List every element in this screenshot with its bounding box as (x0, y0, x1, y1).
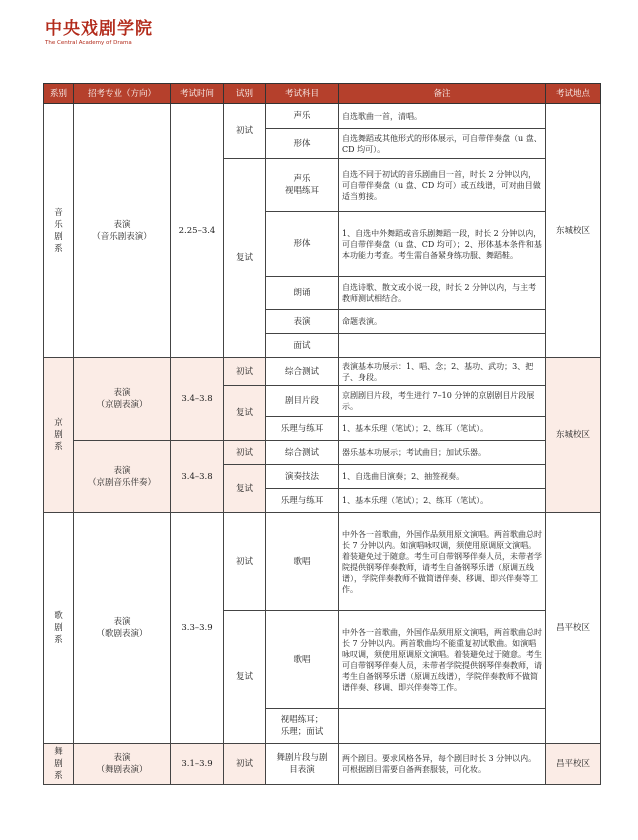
header-dept: 系别 (44, 84, 74, 104)
dept-cell-dance (44, 744, 74, 785)
round-second: 复试 (224, 465, 266, 513)
note-cell: 自选诗歌、散文或小说一段，时长 2 分钟以内，与主考教师测试相结合。 (339, 277, 546, 310)
header-round: 试别 (224, 84, 266, 104)
exam-schedule-table (43, 83, 601, 785)
note-cell: 自选歌曲一首，清唱。 (339, 104, 546, 129)
subject-cell (266, 159, 339, 212)
note-cell (339, 709, 546, 744)
dept-cell-music (44, 104, 74, 358)
note-cell: 表演基本功展示：1、唱、念；2、基功、武功；3、把子、身段。 (339, 358, 546, 386)
header-location: 考试地点 (546, 84, 601, 104)
location-cell-dance: 昌平校区 (546, 744, 601, 785)
round-first: 初试 (224, 441, 266, 465)
note-cell: 1、基本乐理（笔试）；2、练耳（笔试）。 (339, 489, 546, 513)
round-first: 初试 (224, 744, 266, 785)
subject-line: 乐理；面试 (280, 727, 324, 737)
note-cell: 中外各一首歌曲，外国作品须用原文演唱。两首歌曲总时长 7 分钟以内。如演唱咏叹调，须使用原调原文演唱。着装避免过于随意。考生可自带钢琴伴奏人员，未带者学院提供钢琴伴奏教师，请考生自备钢琴乐谱（原调五线谱），学院伴奏教师不做简谱伴奏、移调、即兴伴奏等工作。 (339, 513, 546, 611)
major-direction: （舞剧表演） (96, 765, 148, 775)
subject-line: 目表演 (289, 765, 315, 775)
subject-cell (266, 709, 339, 744)
major-name: 表演 (113, 617, 131, 627)
round-first: 初试 (224, 358, 266, 386)
major-direction: （京剧表演） (96, 400, 148, 410)
major-direction: （歌剧表演） (96, 629, 148, 639)
subject-line: 视唱练耳 (284, 186, 319, 196)
time-cell-music: 2.25–3.4 (171, 104, 224, 358)
academy-logo (45, 20, 153, 46)
major-direction: （京剧音乐伴奏） (87, 477, 156, 488)
location-cell-opera: 昌平校区 (546, 513, 601, 744)
subject-cell: 歌唱 (266, 611, 339, 709)
major-cell-peking-a (74, 358, 171, 441)
table-row (44, 513, 601, 611)
time-cell-peking-a: 3.4–3.8 (171, 358, 224, 441)
round-second: 复试 (224, 159, 266, 358)
note-cell: 京剧剧目片段，考生进行 7–10 分钟的京剧剧目片段展示。 (339, 386, 546, 417)
table-header-row (44, 84, 601, 104)
time-cell-dance: 3.1–3.9 (171, 744, 224, 785)
note-cell: 命题表演。 (339, 310, 546, 334)
subject-cell: 歌唱 (266, 513, 339, 611)
subject-cell: 形体 (266, 212, 339, 277)
major-cell-opera (74, 513, 171, 744)
dept-name: 歌剧系 (54, 611, 63, 645)
dept-name: 音乐剧系 (54, 207, 63, 254)
subject-line: 舞剧片段与剧 (276, 753, 328, 763)
location-cell-music: 东城校区 (546, 104, 601, 358)
table-row (44, 104, 601, 129)
table-row (44, 744, 601, 785)
subject-cell: 面试 (266, 334, 339, 358)
subject-cell: 乐理与练耳 (266, 489, 339, 513)
note-cell: 两个剧目。要求风格各异，每个剧目时长 3 分钟以内。可根据剧目需要自备两套服装，可化妆。 (339, 744, 546, 785)
logo-english-name: The Central Academy of Drama (45, 40, 132, 46)
subject-cell: 朗诵 (266, 277, 339, 310)
major-name: 表演 (113, 219, 131, 230)
round-second: 复试 (224, 386, 266, 441)
table-row (44, 441, 601, 465)
subject-line: 声乐 (293, 174, 311, 184)
note-cell: 1、自选中外舞蹈或音乐剧舞蹈一段，时长 2 分钟以内，可自带伴奏盘（u 盘、CD 均可）；2、形体基本条件和基本功能力考查。考生需自备紧身练功服、舞蹈鞋。 (339, 212, 546, 277)
major-cell-music (74, 104, 171, 358)
subject-cell: 演奏技法 (266, 465, 339, 489)
subject-line: 视唱练耳； (280, 715, 324, 725)
note-cell: 器乐基本功展示；考试曲目；加试乐器。 (339, 441, 546, 465)
major-name: 表演 (113, 388, 131, 398)
dept-name: 舞剧系 (54, 747, 63, 781)
major-cell-peking-b (74, 441, 171, 513)
round-first: 初试 (224, 104, 266, 159)
header-note: 备注 (339, 84, 546, 104)
note-cell (339, 334, 546, 358)
note-cell: 自选舞蹈或其他形式的形体展示，可自带伴奏盘（u 盘、CD 均可）。 (339, 129, 546, 159)
time-cell-opera: 3.3–3.9 (171, 513, 224, 744)
table-row (44, 358, 601, 386)
header-time: 考试时间 (171, 84, 224, 104)
time-cell-peking-b: 3.4–3.8 (171, 441, 224, 513)
note-cell: 1、自选曲目演奏；2、抽签视奏。 (339, 465, 546, 489)
subject-cell: 剧目片段 (266, 386, 339, 417)
header-subject: 考试科目 (266, 84, 339, 104)
subject-cell: 综合测试 (266, 441, 339, 465)
header-major: 招考专业（方向） (74, 84, 171, 104)
location-cell-peking: 东城校区 (546, 358, 601, 513)
subject-cell: 综合测试 (266, 358, 339, 386)
subject-cell: 声乐 (266, 104, 339, 129)
subject-cell: 表演 (266, 310, 339, 334)
dept-cell-opera (44, 513, 74, 744)
note-cell: 1、基本乐理（笔试）；2、练耳（笔试）。 (339, 417, 546, 441)
major-name: 表演 (113, 753, 131, 763)
round-first: 初试 (224, 513, 266, 611)
dept-name: 京剧系 (54, 418, 63, 452)
dept-cell-peking (44, 358, 74, 513)
logo-chinese-name: 中央戏剧学院 (45, 19, 153, 39)
subject-cell (266, 744, 339, 785)
subject-cell: 形体 (266, 129, 339, 159)
note-cell: 中外各一首歌曲，外国作品须用原文演唱，两首歌曲总时长 7 分钟以内。两首歌曲均不能重复初试歌曲。如演唱咏叹调，须使用原调原文演唱。着装避免过于随意。考生可自带钢琴伴奏人员，未带者学院提供钢琴伴奏教师，请考生自备钢琴乐谱（原调五线谱），学院伴奏教师不做简谱伴奏、移调、即兴伴奏等工作。 (339, 611, 546, 709)
note-cell: 自选不同于初试的音乐剧曲目一首，时长 2 分钟以内，可自带伴奏盘（u 盘、CD 均可）或五线谱，可对曲目做适当剪接。 (339, 159, 546, 212)
major-name: 表演 (113, 465, 131, 476)
major-direction: （音乐剧表演） (92, 231, 152, 242)
major-cell-dance (74, 744, 171, 785)
subject-cell: 乐理与练耳 (266, 417, 339, 441)
round-second: 复试 (224, 611, 266, 744)
